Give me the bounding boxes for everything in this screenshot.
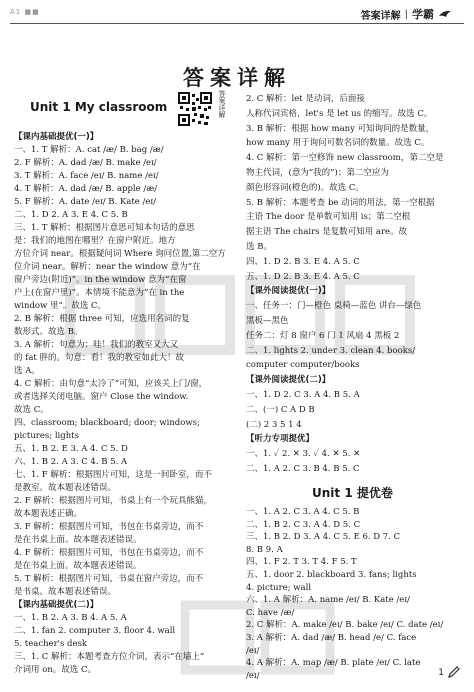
answer-line: 3. F 解析：根据图片可知，书包在书桌旁边，而不	[14, 522, 204, 532]
answer-line: 是教室。故本题表述错误。	[14, 483, 117, 493]
header-right	[361, 6, 452, 22]
answer-line: 3. T 解析：A. face /eɪ/ B. name /eɪ/	[14, 171, 159, 181]
pencil-icon	[448, 666, 460, 678]
answer-line: 一、任务一：门—橙色 桌椅—蓝色 讲台—绿色	[246, 301, 422, 312]
answer-line: 2. F 解析：根据图片可知，书桌上有一个玩具熊猫，	[14, 496, 212, 506]
section-heading: 【课外阅读提优(一)】	[246, 286, 331, 297]
answer-line: 数形式。故选 B。	[14, 327, 83, 337]
answer-line: 2. F 解析：A. dad /æ/ B. make /eɪ/	[14, 158, 157, 168]
qr-caption: 答案详解	[218, 90, 226, 118]
answer-line: /eɪ/	[246, 670, 260, 681]
answer-line: 物主代词，(意为“我的”)；第二空应为	[246, 168, 389, 178]
answer-line: 8. B 9. A	[246, 544, 283, 555]
answer-line: 5. teacher's desk	[14, 639, 88, 649]
answer-line: 六、1. B 2. A 3. C 4. B 5. A	[14, 457, 128, 467]
answer-line: 四、1. F 2. T 3. T 4. F 5. T	[246, 557, 357, 568]
answer-line: 颜色形容词(橙色的)。故选 C。	[246, 182, 364, 193]
answer-line: 二、1. A 2. C 3. B 4. B 5. C	[246, 464, 360, 474]
answer-line: 4. C 解析：由句意“太冷了”可知，应该关上门/窗，	[14, 379, 208, 389]
answer-line: 选 B。	[246, 242, 272, 252]
qr-code-icon[interactable]	[178, 92, 212, 126]
section-heading: 【课内基础提优(二)】	[14, 600, 99, 610]
answer-line: 是书桌。故本题表述错误。	[14, 587, 117, 597]
section-heading: 【听力专项提优】	[246, 434, 315, 445]
answer-line: 4. F 解析：根据图片可知，书包在书桌旁边，而不	[14, 548, 204, 558]
left-unit-title: Unit 1 My classroom	[30, 100, 168, 114]
answer-line: 故本题表述正确。	[14, 509, 83, 519]
right-unit-title: Unit 1 提优卷	[312, 486, 393, 500]
answer-line: 一、1. B 2. A 3. B 4. A 5. A	[14, 613, 127, 623]
answer-line: 选 A。	[14, 366, 40, 376]
answer-line: 是在书桌上面。故本题表述错误。	[14, 561, 142, 571]
answer-line: 2. C 解析：let 是动词，后面接	[246, 94, 365, 104]
answer-line: 2. B 解析：根据 three 可知，应选用名词的复	[14, 314, 190, 324]
answer-line: 5. F 解析：A. date /eɪ/ B. Kate /eɪ/	[14, 197, 156, 207]
answer-line: /eɪ/	[246, 645, 260, 656]
answer-line: 的 fat 胖的。句意：看！我的教室如此大！故	[14, 353, 185, 363]
section-heading: 【课内基础提优(一)】	[14, 132, 99, 142]
answer-line: window 里”。故选 C。	[14, 301, 107, 311]
answer-line: 六、1. A 解析：A. name /eɪ/ B. Kate /eɪ/	[246, 595, 410, 606]
answer-line: 三、1. C 解析：本题考查方位介词，表示“在墙上”	[14, 652, 205, 662]
answer-line: 4. picture; wall	[246, 582, 312, 593]
answer-line: 4. T 解析：A. dad /æ/ B. apple /æ/	[14, 184, 158, 194]
answer-line: 故选 C。	[14, 405, 49, 415]
answer-line: 主语 The door 是单数可知用 is；第二空根	[246, 212, 411, 223]
answer-line: 3. A 解析：句意为：哇！我们的教室又大又	[14, 340, 179, 350]
answer-line: 3. A 解析：A. dad /æ/ B. head /e/ C. face	[246, 633, 417, 643]
answer-line: 4. A 解析：A. map /æ/ B. plate /eɪ/ C. late	[246, 658, 421, 669]
answer-line: 5. B 解析：本题考查 be 动词的用法，第一空根据	[246, 197, 435, 208]
bird-logo-icon	[438, 8, 452, 20]
answer-line: 窗户旁边(附近)”。in the window 意为“在窗	[14, 275, 187, 285]
header-section-title: 答案详解	[360, 10, 401, 22]
answer-line: 四、classroom; blackboard; door; windows;	[14, 418, 200, 428]
answer-line: 五、1. B 2. E 3. A 4. C 5. D	[14, 444, 128, 454]
answer-line: 据主语 The chairs 是复数可知用 are。故	[246, 227, 408, 238]
answer-line: 户上(在窗户里)”。本情境不能意为“在 in the	[14, 288, 185, 298]
answer-line: 二、1. D 2. A 3. E 4. C 5. B	[14, 210, 128, 220]
answer-line: 或者选择关闭电脑。窗户 Close the window.	[14, 392, 189, 402]
right-column-top	[246, 90, 466, 480]
answer-line: 4. C 解析：第一空修饰 new classroom，第二空是	[246, 153, 444, 164]
answer-line: how many 用于询问可数名词的数量。故选 C。	[246, 138, 430, 149]
right-column-bottom	[246, 503, 466, 683]
answer-line: 二、(一) C A D B	[246, 404, 315, 415]
answer-line: 方位介词 near。根据疑问词 Where 询问位置,第二空方	[14, 249, 226, 259]
answer-line: 人称代词宾格，let's 是 let us 的缩写。故选 C。	[246, 108, 433, 119]
answer-line: 3. B 解析：根据 how many 可知询问的是数量，	[246, 123, 435, 134]
answer-line: 一、1. ✓ 2. ✕ 3. ✓ 4. ✕ 5. ✕	[246, 449, 361, 460]
answer-line: 七、1. F 解析：根据图片可知，这是一间卧室，而不	[14, 470, 212, 480]
header-left-label: A1 ■■	[10, 8, 40, 16]
answer-line: 三、1. B 2. D 3. A 4. C 5. E 6. D 7. C	[246, 532, 401, 543]
header-rule	[10, 23, 464, 24]
left-column	[14, 128, 236, 675]
answer-line: 介词用 on。故选 C。	[14, 665, 97, 675]
answer-line: 2. C 解析：A. make /eɪ/ B. bake /eɪ/ C. date /eɪ/	[246, 620, 444, 631]
answer-line: computer computer/books	[246, 360, 360, 371]
answer-line: C. have /æ/	[246, 607, 295, 618]
answer-line: 任务二：灯 8 窗户 6 门 1 风扇 4 黑板 2	[246, 330, 400, 341]
answer-line: 5. T 解析：根据图片可知，书桌在窗户旁边，而不	[14, 574, 204, 584]
answer-line: 一、1. A 2. C 3. A 4. C 5. B	[246, 507, 360, 517]
answer-line: (二) 2 3 5 1 4	[246, 419, 302, 430]
answer-line: 五、1. D 2. B 3. E 4. A 5. C	[246, 271, 360, 282]
section-heading: 【课外阅读提优(二)】	[246, 375, 331, 386]
answer-line: 二、1. B 2. C 3. A 4. D 5. C	[246, 519, 361, 530]
answer-line: 四、1. D 2. B 3. E 4. A 5. C	[246, 256, 360, 267]
page-number: 1	[438, 668, 444, 678]
answer-line: 一、1. T 解析：A. cat /æ/ B. bag /æ/	[14, 145, 164, 155]
answer-line: 一、1. D 2. C 3. A 4. B 5. A	[246, 390, 360, 400]
answer-line: 位介词 near。解析：near the window 意为“在	[14, 262, 201, 272]
header-brand: 学霸	[412, 8, 434, 21]
answer-line: 是：我们的地图在哪里？在窗户附近。地方	[14, 236, 176, 246]
answer-line: pictures; lights	[14, 431, 79, 441]
answer-line: 黑板—黑色	[246, 316, 289, 326]
answer-line: 二、1. fan 2. computer 3. floor 4. wall	[14, 626, 176, 636]
answer-line: 五、1. door 2. blackboard 3. fans; lights	[246, 570, 417, 580]
page-title: 答案详解	[183, 66, 291, 90]
answer-line: 三、1. T 解析：根据图片意思可知本句话的意思	[14, 223, 195, 233]
header-separator: |	[404, 8, 408, 20]
answer-line: 二、1. lights 2. under 3. clean 4. books/	[246, 345, 416, 356]
answer-line: 是在书桌上面。故本题表述错误。	[14, 535, 142, 545]
